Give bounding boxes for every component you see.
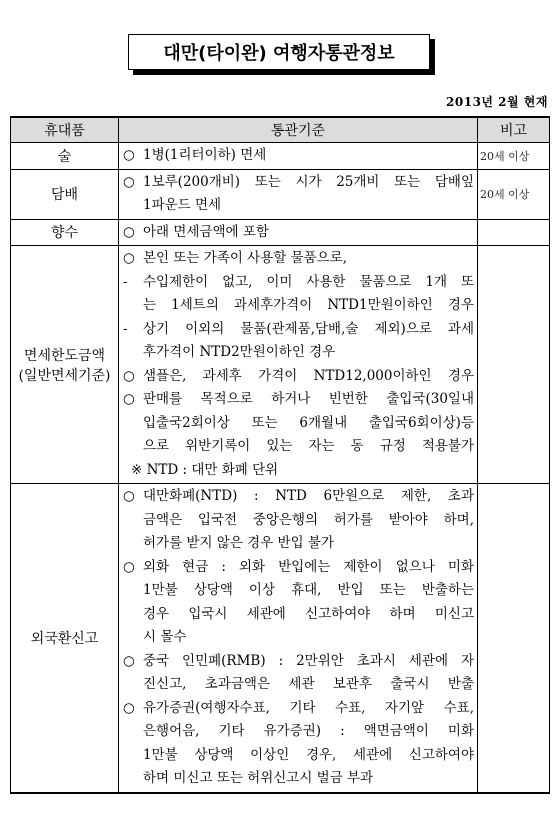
customs-table — [10, 116, 550, 794]
item-perfume: 향수 — [11, 219, 119, 246]
item-liquor: 술 — [11, 143, 119, 170]
note-tobacco: 20세 이상 — [478, 169, 550, 219]
text-line: 후가격이 NTD2만원이하인 경우 — [143, 344, 336, 360]
bullet-icon: ○ — [123, 223, 135, 240]
item-exemption-line2: (일반면세기준) — [18, 367, 111, 384]
text-line: 1파운드 면세 — [143, 197, 222, 213]
standard-perfume — [119, 219, 478, 246]
table-row-liquor — [11, 143, 550, 170]
text-line: 으로 위반기록이 있는 자는 동 규정 적용불가 — [143, 438, 474, 454]
text-line: ○ 1병(1리터이하) 면세 — [123, 144, 474, 168]
bullet-icon: ○ — [123, 367, 135, 384]
text-line: ○ 아래 면세금액에 포함 — [123, 221, 474, 245]
text-line: ○ 중국 인민폐(RMB) : 2만위안 초과시 세관에 자 — [123, 650, 474, 674]
bullet-icon: ○ — [123, 558, 135, 575]
text-line: - 상기 이외의 물품(관제품,담배,술 제외)으로 과세 — [123, 318, 474, 342]
note-perfume — [478, 219, 550, 246]
standard-exemption — [119, 246, 478, 484]
table-row-tobacco — [11, 169, 550, 219]
text-line: 허가를 받지 않은 경우 반입 불가 — [143, 535, 334, 551]
bullet-icon: ○ — [123, 147, 135, 163]
text-line: 시 몰수 — [143, 629, 187, 645]
table-row-perfume — [11, 219, 550, 246]
dash-icon: - — [123, 320, 128, 337]
item-tobacco: 담배 — [11, 169, 119, 219]
text-line: ○ 대만화폐(NTD) : NTD 6만원으로 제한, 초과 — [123, 485, 474, 509]
dash-icon: - — [123, 273, 128, 290]
page-title-text: 대만(타이완) 여행자통관정보 — [163, 43, 395, 64]
text-line: 은행어음, 기타 유가증권) : 액면금액이 미화 — [143, 723, 474, 739]
item-exemption — [11, 246, 119, 484]
note-exemption — [478, 246, 550, 484]
date-label: 2013년 2월 현재 — [446, 95, 548, 109]
item-currency: 외국환신고 — [11, 484, 119, 793]
text-line: ○ 본인 또는 가족이 사용할 물품으로, — [123, 247, 474, 271]
bullet-icon: ○ — [123, 391, 135, 407]
text-line: ○ 1보루(200개비) 또는 시가 25개비 또는 담배잎 — [123, 171, 474, 195]
text-line: ○ 샘플은, 과세후 가격이 NTD12,000이하인 경우 — [123, 365, 474, 389]
bullet-icon: ○ — [123, 652, 135, 669]
bullet-icon: ○ — [123, 699, 135, 716]
text-line: ○ 외화 현금 : 외화 반입에는 제한이 없으나 미화 — [123, 556, 474, 580]
text-line: ○ 유가증권(여행자수표, 기타 수표, 자기앞 수표, — [123, 697, 474, 721]
header-item: 휴대품 — [11, 117, 119, 143]
standard-currency — [119, 484, 478, 793]
note-currency — [478, 484, 550, 793]
table-row-currency — [11, 484, 550, 793]
page-title — [128, 34, 430, 70]
table-header-row — [11, 117, 550, 143]
text-line: 입출국2회이상 또는 6개월내 출입국6회이상)등 — [143, 414, 474, 431]
table-row-exemption — [11, 246, 550, 484]
item-exemption-line1: 면세한도금액 — [23, 347, 106, 364]
text-line: ※ NTD : 대만 화폐 단위 — [131, 461, 279, 478]
text-line: 경우 입국시 세관에 신고하여야 하며 미신고 — [143, 605, 474, 622]
bullet-icon: ○ — [123, 488, 135, 504]
note-liquor: 20세 이상 — [478, 143, 550, 170]
text-line: ○ 판매를 목적으로 하거나 빈번한 출입국(30일내 — [123, 388, 474, 412]
text-line: 하며 미신고 또는 허위신고시 벌금 부과 — [143, 770, 374, 786]
text-line: - 수입제한이 없고, 이미 사용한 물품으로 1개 또 — [123, 271, 474, 295]
standard-tobacco — [119, 169, 478, 219]
text-line: 진신고, 초과금액은 세관 보관후 출국시 반출 — [143, 676, 474, 692]
header-standard: 통관기준 — [119, 117, 478, 143]
standard-liquor — [119, 143, 478, 170]
bullet-icon: ○ — [123, 250, 135, 266]
text-line: 는 1세트의 과세후가격이 NTD1만원이하인 경우 — [143, 297, 474, 313]
text-line: 금액은 입국전 중앙은행의 허가를 받아야 하며, — [143, 511, 474, 528]
bullet-icon: ○ — [123, 173, 135, 190]
text-line: 1만불 상당액 이상인 경우, 세관에 신고하여야 — [143, 746, 474, 763]
header-note: 비고 — [478, 117, 550, 143]
text-line: 1만불 상당액 이상 휴대, 반입 또는 반출하는 — [143, 582, 474, 598]
